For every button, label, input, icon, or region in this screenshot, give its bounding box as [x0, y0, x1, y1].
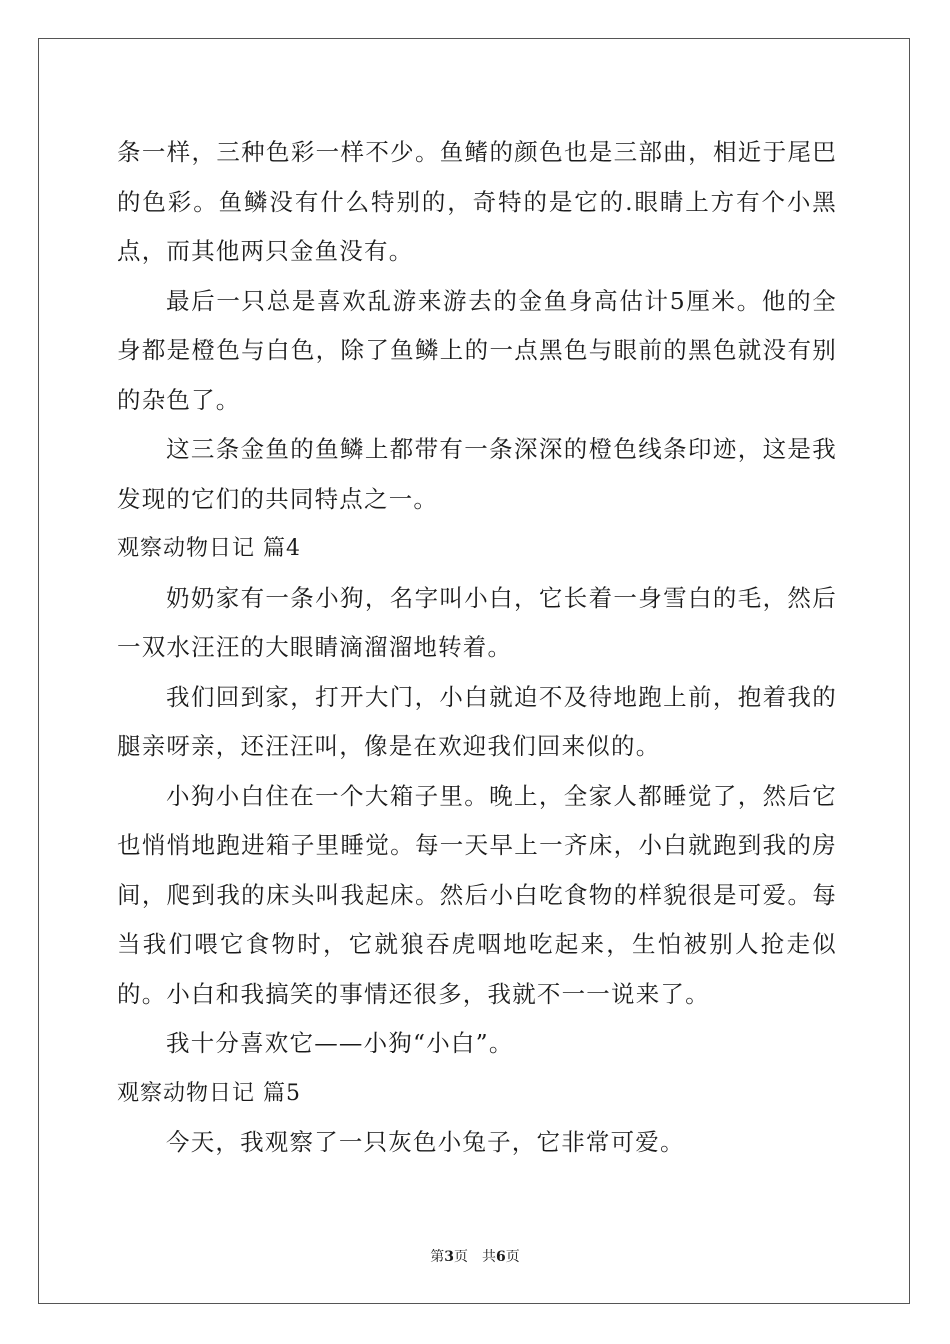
- footer-page-number: 3: [444, 1249, 454, 1265]
- paragraph-8: 今天，我观察了一只灰色小兔子，它非常可爱。: [166, 1128, 685, 1156]
- paragraph-4: 奶奶家有一条小狗，名字叫小白，它长着一身雪白的毛，然后一双水汪汪的大眼睛滴溜溜地转着。: [117, 583, 837, 661]
- footer-page-suffix: 页: [454, 1249, 468, 1265]
- paragraph-3: 这三条金鱼的鱼鳞上都带有一条深深的橙色线条印迹，这是我发现的它们的共同特点之一。: [117, 435, 837, 513]
- paragraph-7: 我十分喜欢它——小狗“小白”。: [166, 1029, 514, 1057]
- paragraph-2: 最后一只总是喜欢乱游来游去的金鱼身高估计5厘米。他的全身都是橙色与白色，除了鱼鳞上的一点黑色与眼前的黑色就没有别的杂色了。: [117, 286, 837, 414]
- footer-total-pages: 6: [496, 1249, 506, 1265]
- paragraph-1: 条一样，三种色彩一样不少。鱼鳍的颜色也是三部曲，相近于尾巴的色彩。鱼鳞没有什么特别的，奇特的是它的.眼睛上方有个小黑点，而其他两只金鱼没有。: [117, 138, 837, 265]
- footer-page-prefix: 第: [430, 1249, 445, 1265]
- paragraph-6: 小狗小白住在一个大箱子里。晚上，全家人都睡觉了，然后它也悄悄地跑进箱子里睡觉。每一天早上一齐床，小白就跑到我的房间，爬到我的床头叫我起床。然后小白吃食物的样貌很是可爱。每当我们喂它食物时，它就狼吞虎咽地吃起来，生怕被别人抢走似的。小白和我搞笑的事情还很多，我就不一一说来了。: [117, 781, 837, 1008]
- section-heading-5: 观察动物日记 篇5: [117, 1080, 301, 1106]
- document-body: [117, 128, 837, 1168]
- section-heading-4: 观察动物日记 篇4: [117, 536, 301, 561]
- footer-total-suffix: 页: [505, 1249, 520, 1265]
- paragraph-5: 我们回到家，打开大门，小白就迫不及待地跑上前，抱着我的腿亲呀亲，还汪汪叫，像是在欢迎我们回来似的。: [117, 682, 837, 760]
- page-footer: [0, 1246, 950, 1266]
- footer-total-prefix: 共: [482, 1249, 496, 1265]
